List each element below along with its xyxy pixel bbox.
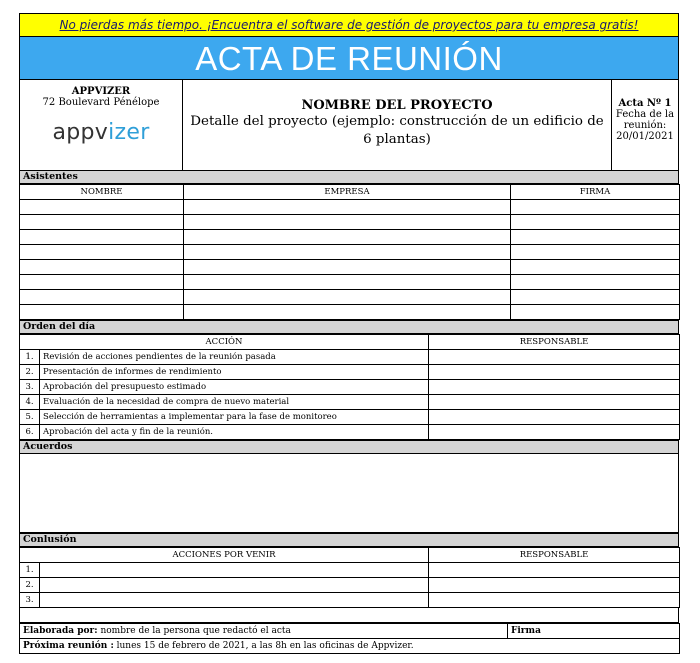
project-detail: Detalle del proyecto (ejemplo: construcción de un edificio de 6 plantas) — [190, 114, 604, 147]
attendee-row — [20, 275, 680, 290]
attendee-row — [20, 200, 680, 215]
attendee-row — [20, 260, 680, 275]
conclusion-table — [19, 547, 680, 608]
agenda-item[interactable]: Aprobación del presupuesto estimado — [40, 380, 429, 395]
company-address: 72 Boulevard Pénélope — [42, 97, 160, 108]
agenda-row: 6. Aprobación del acta y fin de la reunión. — [20, 425, 680, 440]
column-header-responsible: RESPONSABLE — [429, 335, 680, 350]
column-header-company: EMPRESA — [184, 185, 511, 200]
attendee-row — [20, 215, 680, 230]
attendee-row — [20, 305, 680, 320]
agenda-item[interactable]: Revisión de acciones pendientes de la reunión pasada — [40, 350, 429, 365]
agenda-section-header: Orden del día — [19, 320, 679, 334]
meeting-date-label: Fecha de la reunión: — [615, 109, 675, 131]
signature-cell[interactable]: Firma — [508, 624, 680, 639]
next-meeting[interactable]: Próxima reunión : lunes 15 de febrero de 2021, a las 8h en las oficinas de Appvizer. — [20, 639, 680, 654]
agenda-table — [19, 334, 680, 440]
appvizer-logo: appvizer — [52, 120, 150, 145]
column-header-name: NOMBRE — [20, 185, 184, 200]
attendee-row — [20, 245, 680, 260]
conclusion-section-header: Conlusión — [19, 533, 679, 547]
column-header-action: ACCIÓN — [20, 335, 429, 350]
agenda-row: 2. Presentación de informes de rendimiento — [20, 365, 680, 380]
project-block — [183, 80, 611, 179]
agenda-row: 4. Evaluación de la necesidad de compra de nuevo material — [20, 395, 680, 410]
conclusion-row: 1. — [20, 563, 680, 578]
meeting-date: 20/01/2021 — [616, 131, 674, 142]
agenda-item[interactable]: Selección de herramientas a implementar para la fase de monitoreo — [40, 410, 429, 425]
agenda-row: 3. Aprobación del presupuesto estimado — [20, 380, 680, 395]
agenda-item[interactable]: Evaluación de la necesidad de compra de nuevo material — [40, 395, 429, 410]
column-header-responsible: RESPONSABLE — [429, 548, 680, 563]
attendees-section-header: Asistentes — [19, 170, 679, 184]
promo-link[interactable]: No pierdas más tiempo. ¡Encuentra el software de gestión de proyectos para tu empresa gratis! — [19, 13, 679, 37]
attendee-row — [20, 230, 680, 245]
agreements-area[interactable] — [19, 454, 679, 533]
acta-info — [611, 80, 679, 179]
attendee-row — [20, 290, 680, 305]
agenda-item[interactable]: Aprobación del acta y fin de la reunión. — [40, 425, 429, 440]
conclusion-spacer — [19, 607, 679, 623]
column-header-signature: FIRMA — [511, 185, 680, 200]
attendees-table — [19, 184, 680, 320]
agenda-item[interactable]: Presentación de informes de rendimiento — [40, 365, 429, 380]
acta-number: Acta Nº 1 — [618, 98, 672, 109]
agreements-section-header: Acuerdos — [19, 440, 679, 454]
company-name: APPVIZER — [71, 86, 131, 97]
conclusion-row: 3. — [20, 593, 680, 608]
prepared-by[interactable]: Elaborada por: nombre de la persona que redactó el acta — [20, 624, 508, 639]
meeting-minutes-sheet — [19, 13, 679, 656]
agenda-row: 5. Selección de herramientas a implementar para la fase de monitoreo — [20, 410, 680, 425]
agenda-row: 1. Revisión de acciones pendientes de la reunión pasada — [20, 350, 680, 365]
conclusion-row: 2. — [20, 578, 680, 593]
project-heading: NOMBRE DEL PROYECTO — [301, 98, 493, 113]
document-title: ACTA DE REUNIÓN — [19, 37, 679, 80]
company-block — [19, 80, 183, 179]
column-header-upcoming-actions: ACCIONES POR VENIR — [20, 548, 429, 563]
footer-table — [19, 623, 680, 654]
